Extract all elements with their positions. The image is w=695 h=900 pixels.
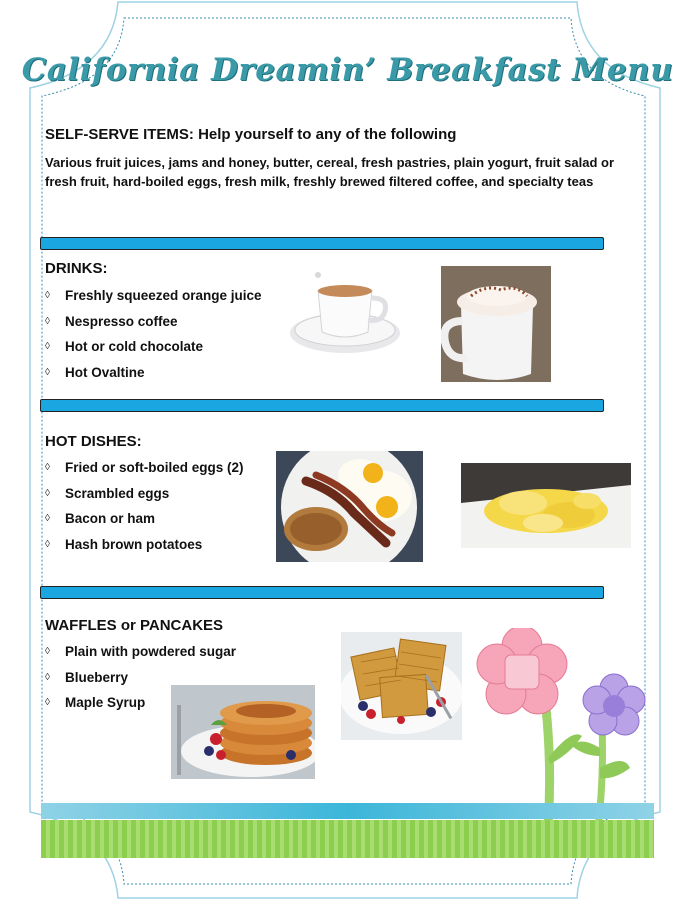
- diamond-bullet-icon: ◊: [45, 646, 50, 657]
- list-item: [45, 360, 262, 386]
- diamond-bullet-icon: ◊: [45, 513, 50, 525]
- item-label: Hot or cold chocolate: [65, 339, 204, 355]
- scrambled-eggs-image: [461, 463, 631, 548]
- self-serve-heading-row: [45, 126, 456, 143]
- list-item: [45, 639, 236, 665]
- waffles-image: [341, 632, 462, 740]
- list-item: [45, 283, 262, 309]
- diamond-bullet-icon: ◊: [45, 315, 50, 327]
- item-label: Fried or soft-boiled eggs (2): [65, 460, 244, 475]
- item-label: Hot Ovaltine: [65, 364, 145, 380]
- list-item: [45, 506, 244, 532]
- section-divider-1: [40, 237, 604, 250]
- page-title: California Dreamin’ Breakfast Menu: [21, 52, 674, 88]
- diamond-bullet-icon: ◊: [45, 487, 50, 499]
- waffles-heading: WAFFLES or PANCAKES: [45, 617, 224, 634]
- diamond-bullet-icon: ◊: [45, 671, 50, 683]
- item-label: Nespresso coffee: [65, 313, 178, 329]
- diamond-bullet-icon: ◊: [45, 538, 50, 550]
- flowers-decoration-icon: [474, 628, 654, 828]
- list-item: [45, 309, 262, 335]
- hot-dishes-list: [45, 455, 244, 557]
- item-label: Scrambled eggs: [65, 485, 170, 501]
- drinks-list: [45, 283, 262, 385]
- coffee-cup-image: [288, 270, 406, 360]
- diamond-bullet-icon: ◊: [45, 462, 50, 473]
- self-serve-description: Various fruit juices, jams and honey, butter, cereal, fresh pastries, plain yogurt, fruit salad or fresh fruit, hard-boiled eggs, fresh milk, freshly brewed filtered coffee, and specialty teas: [45, 155, 615, 189]
- eggs-bacon-plate-image: [276, 451, 423, 562]
- diamond-bullet-icon: ◊: [45, 341, 50, 353]
- list-item: [45, 532, 244, 558]
- item-label: Hash brown potatoes: [65, 536, 203, 552]
- pancakes-image: [171, 685, 315, 779]
- diamond-bullet-icon: ◊: [45, 290, 50, 301]
- item-label: Bacon or ham: [65, 511, 156, 527]
- diamond-bullet-icon: ◊: [45, 697, 50, 709]
- bottom-green-stripes: [41, 820, 654, 858]
- drinks-heading: DRINKS:: [45, 260, 108, 277]
- list-item: [45, 455, 244, 481]
- item-label: Freshly squeezed orange juice: [65, 288, 262, 303]
- item-label: Blueberry: [65, 669, 129, 685]
- item-label: Plain with powdered sugar: [65, 644, 237, 659]
- self-serve-heading: SELF-SERVE ITEMS: [45, 126, 189, 143]
- hot-dishes-heading: HOT DISHES:: [45, 433, 142, 450]
- bottom-blue-band: [41, 803, 654, 819]
- diamond-bullet-icon: ◊: [45, 366, 50, 378]
- item-label: Maple Syrup: [65, 695, 146, 711]
- list-item: [45, 334, 262, 360]
- self-serve-subheading: : Help yourself to any of the following: [188, 126, 457, 143]
- hot-chocolate-image: [441, 266, 551, 382]
- section-divider-3: [40, 586, 604, 599]
- list-item: [45, 481, 244, 507]
- section-divider-2: [40, 399, 604, 412]
